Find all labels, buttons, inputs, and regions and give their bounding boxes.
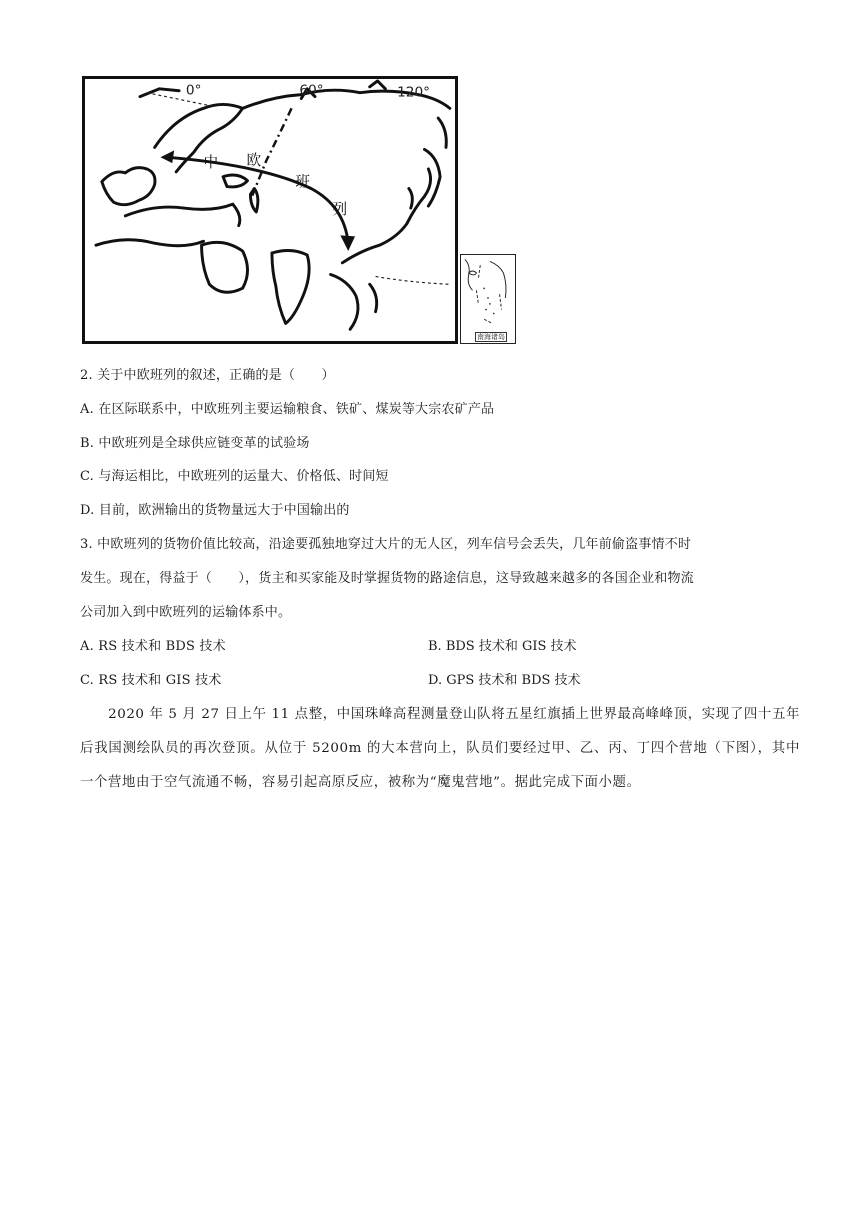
label-railway-ou: 欧	[246, 152, 262, 170]
question-3-option-c: C. RS 技术和 GIS 技术	[80, 673, 222, 688]
label-railway-zhong: 中	[203, 153, 219, 171]
coastlines	[96, 81, 450, 329]
question-2-stem: 2. 关于中欧班列的叙述，正确的是（ ）	[80, 368, 335, 383]
south-china-sea-inset	[460, 254, 516, 344]
inset-boundary	[476, 265, 501, 323]
question-2-option-a: A. 在区际联系中，中欧班列主要运输粮食、铁矿、煤炭等大宗农矿产品	[80, 402, 495, 417]
inset-map-svg	[461, 255, 515, 343]
label-lon-120: 120°	[397, 84, 431, 101]
inset-islands	[483, 288, 494, 315]
label-lon-0: 0°	[185, 82, 202, 99]
question-2-option-d: D. 目前，欧洲输出的货物量远大于中国输出的	[80, 503, 350, 518]
question-2-option-c: C. 与海运相比，中欧班列的运量大、价格低、时间短	[80, 469, 389, 484]
everest-passage: 2020 年 5 月 27 日上午 11 点整，中国珠峰高程测量登山队将五星红旗插上世界最高峰峰顶，实现了四十五年后我国测绘队员的再次登顶。从位于 5200m 的大本营向上，队员们要经过甲、乙、丙、丁四个营地（下图），其中一个营地由于空气流通不畅，容易引起高原反应，被称为“魔鬼营地”。据此完成下面小题。	[80, 707, 800, 790]
inset-coastline	[465, 259, 506, 298]
question-3-option-a: A. RS 技术和 BDS 技术	[80, 639, 226, 654]
question-3-stem-line-1: 3. 中欧班列的货物价值比较高，沿途要孤独地穿过大片的无人区，列车信号会丢失，几年前偷盗事情不时	[80, 537, 692, 552]
question-2-option-b: B. 中欧班列是全球供应链变革的试验场	[80, 436, 310, 451]
label-railway-lie: 列	[332, 200, 348, 218]
question-3-option-d: D. GPS 技术和 BDS 技术	[428, 673, 581, 688]
label-railway-ban: 班	[295, 173, 311, 191]
question-3-stem-line-3: 公司加入到中欧班列的运输体系中。	[80, 605, 292, 620]
question-3-option-b: B. BDS 技术和 GIS 技术	[428, 639, 577, 654]
question-3-stem-line-2: 发生。现在，得益于（ ），货主和买家能及时掌握货物的路途信息，这导致越来越多的各国企业和物流	[80, 571, 694, 586]
eurasia-map-svg	[85, 79, 455, 341]
eurasia-map	[82, 76, 458, 344]
label-lon-60: 60°	[299, 82, 324, 99]
inset-label: 南海诸岛	[477, 333, 505, 341]
